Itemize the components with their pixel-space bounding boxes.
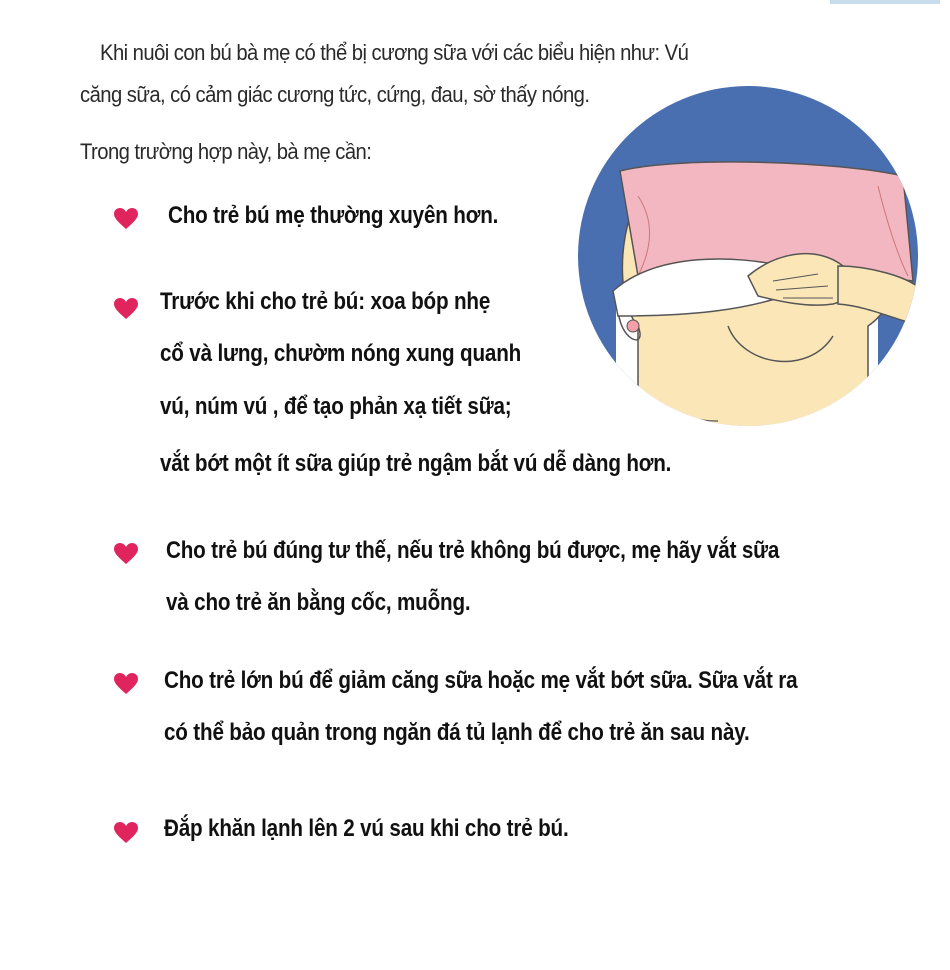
heart-icon — [114, 298, 138, 320]
intro-line-2: căng sữa, có cảm giác cương tức, cứng, đau, sờ thấy nóng. — [80, 82, 590, 107]
tip-2-line-4: vắt bớt một ít sữa giúp trẻ ngậm bắt vú dễ dàng hơn. — [160, 450, 672, 477]
heart-icon — [114, 208, 138, 230]
tip-2-line-3: vú, núm vú , để tạo phản xạ tiết sữa; — [160, 393, 512, 420]
intro-line-1: Khi nuôi con bú bà mẹ có thể bị cương sữa với các biểu hiện như: Vú — [100, 40, 689, 65]
tip-3-line-2: và cho trẻ ăn bằng cốc, muỗng. — [166, 589, 471, 616]
tip-2-line-1: Trước khi cho trẻ bú: xoa bóp nhẹ — [160, 288, 491, 315]
breast-massage-illustration — [578, 76, 918, 436]
heart-icon — [114, 543, 138, 565]
heart-icon — [114, 822, 138, 844]
tip-2-line-2: cổ và lưng, chườm nóng xung quanh — [160, 340, 522, 367]
top-accent-line — [830, 0, 940, 4]
tip-3-line-1: Cho trẻ bú đúng tư thế, nếu trẻ không bú được, mẹ hãy vắt sữa — [166, 537, 780, 564]
tip-4-line-2: có thể bảo quản trong ngăn đá tủ lạnh để cho trẻ ăn sau này. — [164, 719, 750, 746]
tip-1-line-1: Cho trẻ bú mẹ thường xuyên hơn. — [168, 202, 499, 229]
heart-icon — [114, 673, 138, 695]
tip-4-line-1: Cho trẻ lớn bú để giảm căng sữa hoặc mẹ vắt bớt sữa. Sữa vắt ra — [164, 667, 798, 694]
tip-5-line-1: Đắp khăn lạnh lên 2 vú sau khi cho trẻ bú. — [164, 815, 569, 842]
intro-line-3: Trong trường hợp này, bà mẹ cần: — [80, 139, 372, 164]
